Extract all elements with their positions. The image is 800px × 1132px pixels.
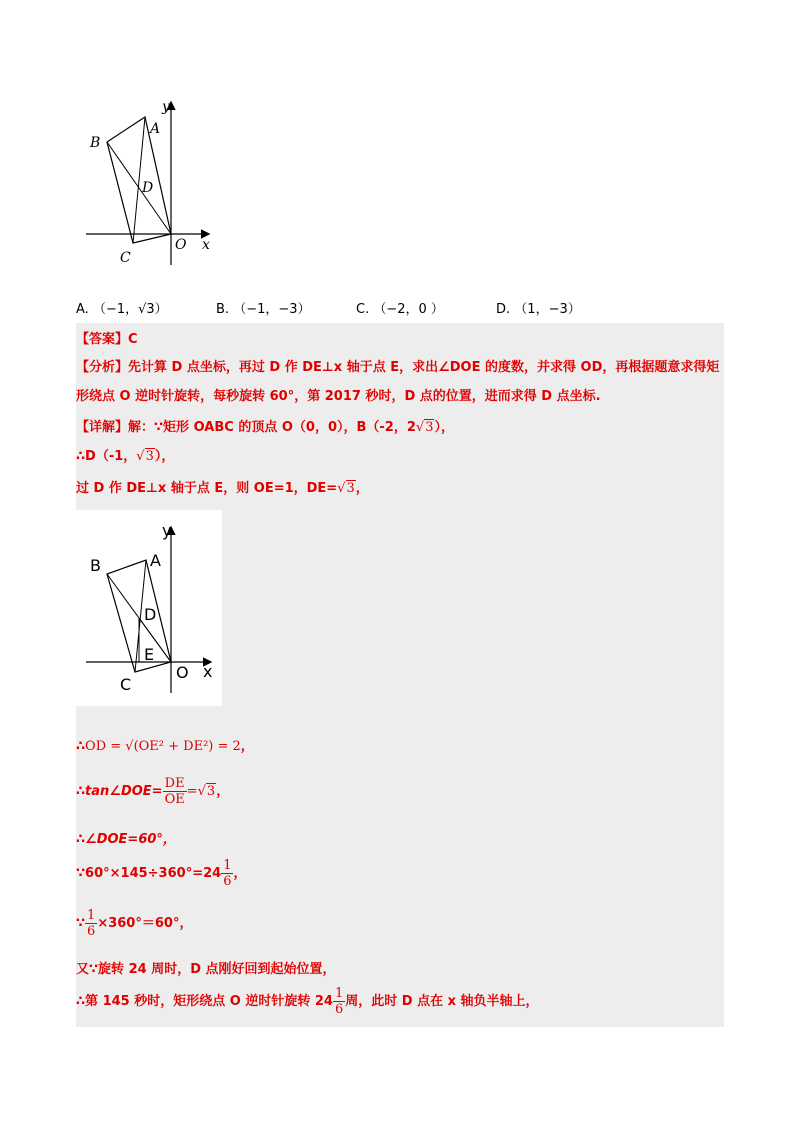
option-d[interactable]: D. （1，−3） xyxy=(496,302,581,317)
step-od: ∴OD = √(OE² + DE²) = 2， xyxy=(76,739,254,754)
option-b[interactable]: B. （−1，−3） xyxy=(216,302,311,317)
option-a[interactable]: A. （−1，√3） xyxy=(76,302,168,317)
label-x: x xyxy=(202,237,210,253)
detail-line-2: ∴D（-1，√3）， xyxy=(76,449,175,464)
coordinate-figure-2 xyxy=(76,510,222,706)
analysis-line-1: 【分析】先计算 D 点坐标，再过 D 作 DE⊥x 轴于点 E，求出∠DOE 的度数，并求得 OD，再根据题意求得矩 xyxy=(76,360,720,375)
step-turns: ∵60°×145÷360°=24 $\frac{1}{6}$ ， xyxy=(76,858,247,889)
solution-panel xyxy=(76,323,724,1027)
answer-options xyxy=(76,298,736,318)
step-tan: ∴tan∠DOE= $\frac{DE}{OE}$ =√3， xyxy=(76,776,230,807)
label-o: O xyxy=(175,237,187,253)
label-d: D xyxy=(142,180,154,196)
detail-line-1: 【详解】解：∵矩形 OABC 的顶点 O（0，0），B（-2，2√3）， xyxy=(76,420,454,435)
step-conclusion: ∴第 145 秒时，矩形绕点 O 逆时针旋转 24 $\frac{1}{6}$ 周，此时 D 点在 x 轴负半轴上， xyxy=(76,986,539,1017)
label-x: x xyxy=(203,662,213,681)
step-full-turns: 又∵旋转 24 周时，D 点刚好回到起始位置， xyxy=(76,962,336,977)
step-angle: ∴∠DOE=60°， xyxy=(76,832,176,847)
label-a: A xyxy=(150,551,161,570)
label-d: D xyxy=(144,605,157,624)
label-b: B xyxy=(90,556,101,575)
option-c[interactable]: C. （−2，0 ） xyxy=(356,302,444,317)
analysis-line-2: 形绕点 O 逆时针旋转，每秒旋转 60°，第 2017 秒时，D 点的位置，进而求得 D 点坐标. xyxy=(76,389,601,404)
label-c: C xyxy=(120,250,131,266)
coordinate-figure-1 xyxy=(80,95,230,270)
label-a: A xyxy=(150,121,161,137)
label-e: E xyxy=(144,645,155,664)
label-c: C xyxy=(120,675,132,694)
answer-line: 【答案】C xyxy=(76,332,138,347)
step-remainder: ∵ $\frac{1}{6}$ ×360°＝60°， xyxy=(76,908,193,939)
label-o: O xyxy=(176,663,189,682)
label-y: y xyxy=(162,99,170,115)
label-b: B xyxy=(90,135,101,151)
detail-line-3: 过 D 作 DE⊥x 轴于点 E，则 OE=1，DE=√3， xyxy=(76,481,369,496)
diagonal-ob xyxy=(107,142,171,234)
label-y: y xyxy=(162,521,172,540)
